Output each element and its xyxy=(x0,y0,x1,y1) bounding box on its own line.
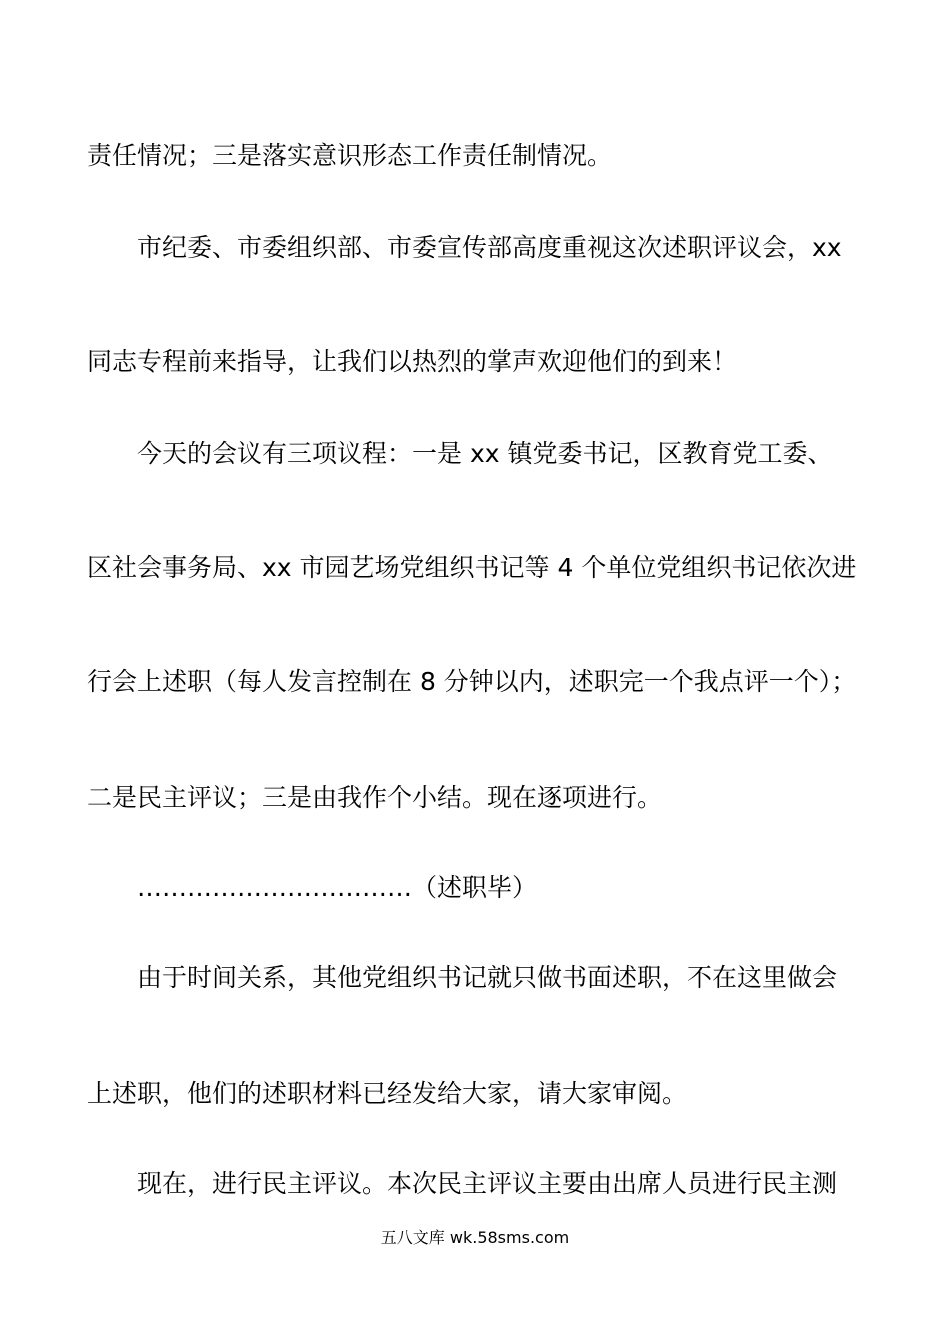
speech-ended-line: ……………………………（述职毕） xyxy=(137,873,538,902)
body-line-6: 行会上述职（每人发言控制在 8 分钟以内，述职完一个我点评一个）； xyxy=(87,667,857,696)
paragraph-line-11: 现在，进行民主评议。本次民主评议主要由出席人员进行民主测 xyxy=(137,1169,838,1198)
paragraph-line-9: 由于时间关系，其他党组织书记就只做书面述职，不在这里做会 xyxy=(137,963,838,992)
body-line-7: 二是民主评议；三是由我作个小结。现在逐项进行。 xyxy=(87,783,663,812)
body-line-10: 上述职，他们的述职材料已经发给大家，请大家审阅。 xyxy=(87,1079,688,1108)
body-line-3: 同志专程前来指导，让我们以热烈的掌声欢迎他们的到来！ xyxy=(87,347,738,376)
paragraph-line-2: 市纪委、市委组织部、市委宣传部高度重视这次述职评议会，xx xyxy=(137,233,842,262)
body-line-5: 区社会事务局、xx 市园艺场党组织书记等 4 个单位党组织书记依次进 xyxy=(87,553,857,582)
footer-watermark: 五八文库 wk.58sms.com xyxy=(380,1228,570,1247)
paragraph-line-4: 今天的会议有三项议程：一是 xx 镇党委书记，区教育党工委、 xyxy=(137,439,833,468)
body-line-1: 责任情况；三是落实意识形态工作责任制情况。 xyxy=(87,141,613,170)
